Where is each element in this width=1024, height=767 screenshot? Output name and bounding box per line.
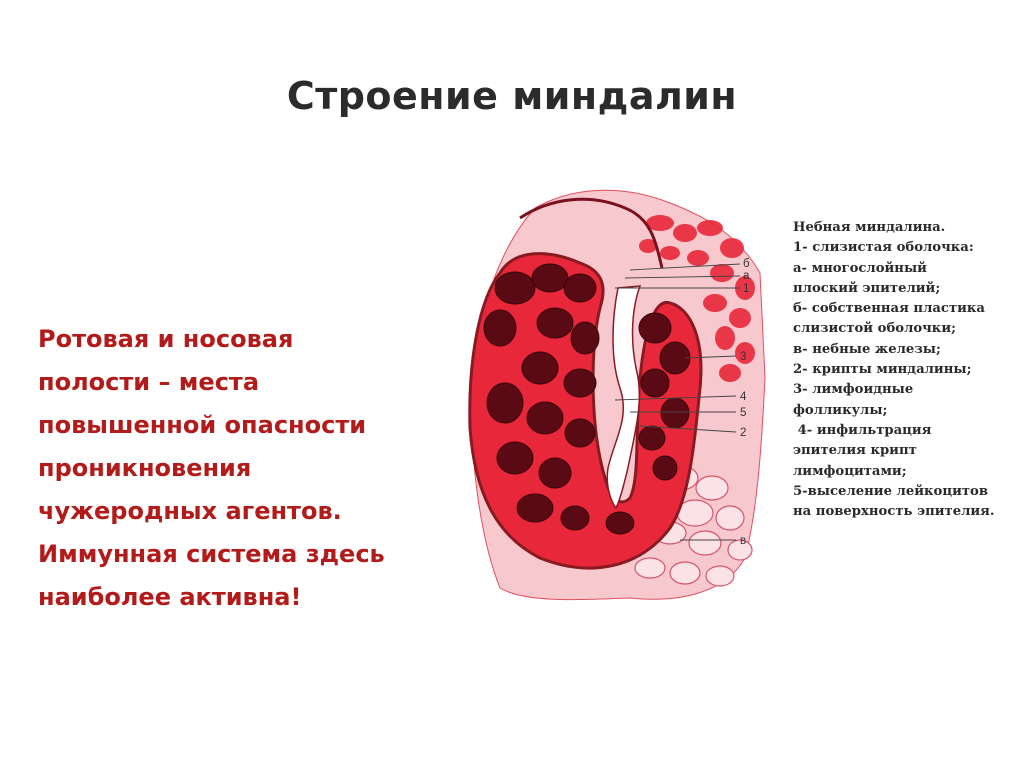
caption-line: лимфоцитами; [793, 463, 907, 479]
caption-line: в- небные железы; [793, 341, 941, 357]
caption-line: 4- инфильтрация [793, 422, 932, 438]
figure-label-a: а [743, 270, 750, 282]
figure-caption [793, 218, 1021, 522]
body-line: чужеродных агентов. [38, 497, 342, 525]
body-line: Ротовая и носовая [38, 325, 294, 353]
figure-label-b: б [743, 258, 750, 270]
caption-line: 5-выселение лейкоцитов [793, 483, 988, 499]
slide-body-text [38, 318, 478, 619]
caption-line: эпителия крипт [793, 443, 917, 459]
body-line: проникновения [38, 454, 252, 482]
caption-line: плоский эпителий; [793, 280, 941, 296]
figure-label-4: 4 [740, 391, 747, 403]
body-line: повышенной опасности [38, 411, 367, 439]
figure-label-1: 1 [743, 283, 750, 295]
caption-line: 3- лимфоидные [793, 382, 914, 398]
figure-label-v: в [740, 535, 747, 547]
caption-line: 2- крипты миндалины; [793, 362, 972, 378]
caption-line: фолликулы; [793, 402, 888, 418]
body-line: полости – места [38, 368, 260, 396]
caption-line: б- собственная пластика [793, 301, 985, 317]
figure-label-2: 2 [740, 427, 747, 439]
slide-title: Строение миндалин [286, 74, 738, 118]
figure-label-5: 5 [740, 407, 747, 419]
caption-line: на поверхность эпителия. [793, 504, 995, 520]
figure-label-3: 3 [740, 351, 747, 363]
body-line: наиболее активна! [38, 583, 302, 611]
caption-line: а- многослойный [793, 260, 927, 276]
body-line: Иммунная система здесь [38, 540, 385, 568]
caption-line: Небная миндалина. [793, 220, 946, 235]
caption-line: 1- слизистая оболочка: [793, 240, 974, 256]
caption-line: слизистой оболочки; [793, 321, 956, 337]
tonsil-histology-illustration [440, 178, 780, 608]
